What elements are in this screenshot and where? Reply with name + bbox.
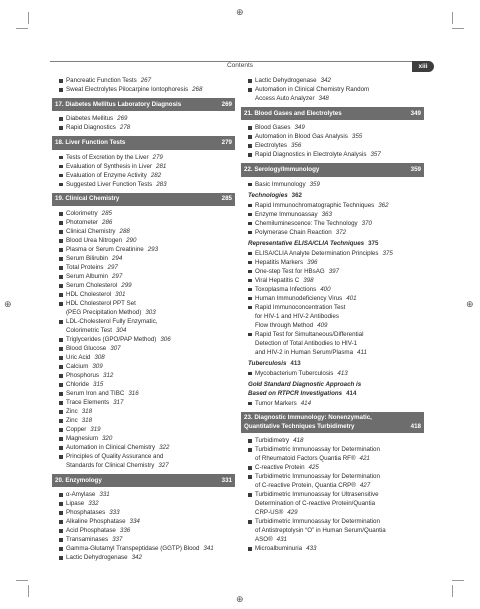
toc-entry	[52, 371, 235, 380]
entry-page: 315	[93, 381, 104, 389]
entry-label: Hepatitis Markers	[255, 258, 304, 266]
entry-page: 309	[92, 363, 103, 371]
entry-page: 268	[192, 86, 203, 93]
entry-page: 312	[103, 372, 114, 380]
toc-entry	[52, 353, 235, 362]
entry-label: Enzyme Immunoassay	[255, 210, 318, 218]
entry-label: Total Proteins	[66, 264, 104, 272]
subheading-page: 414	[346, 389, 357, 397]
entry-label: Lactic Dehydrogenase	[255, 77, 317, 84]
entry-label: LDL-Cholesterol Fully Enzymatic,	[66, 318, 158, 326]
toc-entry	[52, 254, 235, 263]
entry-label: Lipase	[66, 500, 85, 508]
entry-label-continued: of Antistreptolysin “O” in Human Serum/Quantia	[255, 527, 386, 535]
entry-page: 409	[317, 321, 328, 329]
toc-entry	[241, 85, 424, 103]
entry-label: Serum Iron and TIBC	[66, 390, 125, 398]
entry-label: Rapid Immunochromatographic Techniques	[255, 201, 375, 209]
toc-entry	[52, 535, 235, 544]
section-page: 349	[410, 109, 421, 117]
entry-label: Mycobacterium Tuberculosis	[255, 369, 334, 377]
entry-label: Lactic Dehydrogenase	[66, 554, 128, 562]
section-page: 418	[410, 422, 421, 430]
toc-entry	[241, 294, 424, 303]
toc-section	[52, 98, 235, 132]
entry-label: Copper	[66, 426, 87, 434]
entry-label: Turbidimetric Immunoassay for Determination	[255, 473, 380, 481]
toc-entry	[241, 285, 424, 294]
entry-page: 342	[131, 554, 142, 562]
crop-mark	[452, 28, 464, 29]
registration-mark-icon: ⊕	[236, 7, 244, 17]
left-sections	[52, 98, 235, 562]
entry-page: 269	[117, 115, 128, 123]
toc-entry	[52, 544, 235, 553]
section-items	[241, 436, 424, 553]
section-title: 18. Liver Function Tests	[55, 138, 126, 146]
toc-entry	[241, 141, 424, 150]
entry-label: Turbidimetric Immunoassay for Determination	[255, 446, 380, 454]
entry-label: One-step Test for HBsAG	[255, 267, 325, 275]
toc-entry	[52, 85, 235, 94]
section-heading	[241, 163, 424, 176]
toc-entry	[52, 123, 235, 132]
toc-entry	[52, 317, 235, 335]
toc-entry	[241, 201, 424, 210]
left-column	[52, 76, 235, 562]
entry-label: Automation in Clinical Chemistry	[66, 444, 156, 452]
entry-label: Viral Hepatitis C	[255, 276, 300, 284]
toc-entry	[241, 150, 424, 159]
entry-page: 319	[90, 426, 101, 434]
page-number-tab: xiii	[412, 61, 434, 72]
entry-label: Triglycerides (GPO/PAP Method)	[66, 336, 157, 344]
entry-label: Diabetes Mellitus	[66, 115, 114, 123]
entry-label: α-Amylase	[66, 491, 96, 499]
entry-label: Transaminases	[66, 536, 109, 544]
entry-page: 413	[337, 369, 348, 377]
toc-entry	[241, 490, 424, 517]
toc-entry	[52, 236, 235, 245]
entry-label: Turbidimetric Immunoassay for Ultrasensitive	[255, 491, 379, 499]
entry-label: Tests of Excretion by the Liver	[66, 153, 149, 161]
left-top-items	[52, 76, 235, 94]
entry-label-continued: Determination of C-reactive Protein/Quantia	[255, 500, 376, 508]
entry-label: Acid Phosphatase	[66, 527, 116, 535]
entry-label: Zinc	[66, 408, 78, 416]
entry-label: C-reactive Protein	[255, 464, 305, 472]
entry-page: 290	[126, 237, 137, 245]
entry-label: HDL Cholesterol PPT Set	[66, 300, 136, 308]
entry-page: 304	[115, 327, 127, 335]
entry-page: 333	[109, 509, 120, 517]
running-header: Contents	[226, 62, 254, 69]
entry-label: Zinc	[66, 417, 78, 425]
entry-page: 306	[160, 336, 171, 344]
entry-page: 334	[129, 518, 140, 526]
subheading-gold-standard	[248, 380, 424, 398]
entry-page: 372	[335, 228, 347, 236]
toc-entry	[52, 389, 235, 398]
entry-page: 320	[101, 435, 113, 443]
toc-entry	[241, 228, 424, 237]
crop-mark	[452, 585, 453, 597]
entry-label: Toxoplasma Infections	[255, 285, 317, 293]
toc-entry	[52, 362, 235, 371]
registration-mark-icon: ⊕	[236, 594, 244, 604]
toc-entry	[241, 436, 424, 445]
registration-mark-icon: ⊕	[466, 299, 474, 309]
entry-page: 337	[112, 536, 123, 544]
toc-entry	[52, 299, 235, 317]
toc-entry	[241, 544, 424, 553]
entry-label: Suggested Liver Function Tests	[66, 180, 153, 188]
section-page: 269	[221, 100, 232, 108]
entry-page: 331	[99, 491, 110, 499]
entry-page: 359	[309, 180, 320, 188]
toc-section	[52, 136, 235, 188]
section-21	[241, 107, 424, 159]
entry-label: Phosphorus	[66, 372, 100, 380]
toc-entry	[52, 263, 235, 272]
toc-entry	[241, 267, 424, 276]
section-items	[241, 201, 424, 237]
toc-entry	[241, 472, 424, 490]
entry-label: Rapid Immunoconcentration Test	[255, 303, 346, 311]
entry-page: 286	[102, 219, 113, 227]
crop-mark	[28, 12, 29, 24]
subheading-label: Tuberculosis	[248, 359, 287, 367]
section-page: 331	[221, 476, 232, 484]
entry-label: Blood Gases	[255, 124, 291, 132]
entry-page: 317	[113, 399, 124, 407]
entry-page: 355	[351, 133, 363, 141]
toc-entry	[241, 123, 424, 132]
entry-label: Clinical Chemistry	[66, 228, 116, 236]
entry-label: Automation in Blood Gas Analysis	[255, 133, 348, 141]
entry-label-continued: CRP-US®	[255, 509, 284, 517]
toc-entry	[52, 416, 235, 425]
entry-label: Serum Bilirubin	[66, 255, 108, 263]
section-heading	[52, 193, 235, 206]
entry-label-continued: Standards for Clinical Chemistry	[66, 462, 155, 470]
entry-label: Calcium	[66, 363, 89, 371]
entry-page: 362	[378, 201, 389, 209]
subheading-representative	[248, 239, 424, 248]
toc-entry	[52, 407, 235, 416]
entry-label: Phosphatases	[66, 509, 106, 517]
entry-label-continued: Flow through Method	[255, 321, 314, 329]
entry-page: 297	[111, 273, 123, 281]
toc-entry	[241, 330, 424, 357]
toc-entry	[52, 153, 235, 162]
entry-label: Plasma or Serum Creatinine	[66, 246, 144, 254]
entry-label-continued: Detection of Total Antibodies to HIV-1	[255, 339, 358, 347]
section-items	[52, 490, 235, 562]
toc-entry	[241, 463, 424, 472]
entry-label-continued: ASO®	[255, 536, 273, 544]
entry-label: Magnesium	[66, 435, 98, 443]
entry-label: Blood Urea Nitrogen	[66, 237, 123, 245]
entry-page: 356	[290, 142, 302, 150]
toc-entry	[52, 171, 235, 180]
entry-label: Sweat Electrolytes Pilocarpine Iontophoresis	[66, 86, 189, 93]
entry-label: Evaluation of Enzyme Activity	[66, 171, 147, 179]
section-title: 22. Serology/Immunology	[244, 165, 320, 173]
section-title-line2: Quantitative Techniques Turbidimetry	[244, 422, 355, 430]
section-title: 21. Blood Gases and Electrolytes	[244, 109, 342, 117]
subheading-page: 362	[291, 191, 302, 199]
toc-entry	[241, 303, 424, 330]
crop-mark	[16, 28, 28, 29]
toc-section	[52, 474, 235, 562]
entry-page: 318	[81, 408, 93, 416]
entry-label-continued: for HIV-1 and HIV-2 Antibodies	[255, 312, 339, 320]
entry-page: 398	[303, 276, 314, 284]
entry-label: Automation in Clinical Chemistry Random	[255, 86, 370, 93]
entry-label: Pancreatic Function Tests	[66, 77, 137, 84]
entry-label: Evaluation of Synthesis in Liver	[66, 162, 152, 170]
entry-label: Blood Glucose	[66, 345, 107, 353]
entry-page: 401	[346, 294, 357, 302]
toc-section	[52, 193, 235, 470]
entry-page: 301	[115, 291, 126, 299]
section-items	[241, 369, 424, 378]
section-title: 17. Diabetes Mellitus Laboratory Diagnosis	[55, 100, 182, 108]
toc-entry	[241, 258, 424, 267]
section-page: 285	[221, 195, 232, 203]
toc-entry	[52, 526, 235, 535]
entry-page: 433	[306, 545, 317, 553]
toc-entry	[241, 249, 424, 258]
entry-page: 288	[119, 228, 130, 236]
entry-page: 411	[357, 348, 367, 356]
entry-label: Basic Immunology	[255, 180, 306, 188]
toc-entry	[52, 517, 235, 526]
entry-page: 283	[156, 180, 167, 188]
toc-entry	[52, 380, 235, 389]
toc-entry	[52, 425, 235, 434]
entry-label: Colorimetry	[66, 210, 98, 218]
toc-entry	[52, 434, 235, 443]
toc-entry	[52, 508, 235, 517]
entry-page: 425	[308, 464, 319, 472]
entry-page: 397	[328, 267, 340, 275]
toc-entry	[52, 499, 235, 508]
entry-page: 427	[359, 482, 371, 490]
entry-page: 341	[203, 545, 214, 553]
section-items	[52, 114, 235, 132]
entry-label: Principles of Quality Assurance and	[66, 453, 164, 461]
entry-page: 342	[320, 77, 331, 84]
toc-entry	[52, 272, 235, 281]
toc-entry	[52, 398, 235, 407]
entry-page: 357	[370, 151, 381, 159]
crop-mark	[452, 580, 464, 581]
toc-entry	[241, 180, 424, 189]
toc-entry	[241, 219, 424, 228]
section-items	[52, 153, 235, 189]
subheading-label: Gold Standard Diagnostic Approach is	[248, 380, 362, 388]
section-heading	[52, 136, 235, 149]
toc-entry	[52, 553, 235, 562]
section-23	[241, 412, 424, 554]
entry-label-continued: Colorimetric Test	[66, 327, 112, 335]
toc-entry	[241, 132, 424, 141]
subheading-page: 375	[368, 239, 379, 247]
crop-mark	[16, 580, 28, 581]
entry-label-continued: Access Auto Analyzer	[255, 95, 315, 102]
entry-label: Trace Elements	[66, 399, 110, 407]
subheading-tuberculosis	[248, 359, 424, 368]
entry-label: Turbidimetric Immunoassay for Determination	[255, 518, 380, 526]
entry-page: 267	[140, 77, 152, 84]
entry-page: 293	[147, 246, 159, 254]
toc-entry	[52, 162, 235, 171]
entry-label: Gamma-Glutamyl Transpeptidase (GGTP) Blood	[66, 545, 200, 553]
section-title-line1: 23. Diagnostic Immunology: Nonenzymatic,	[244, 414, 372, 422]
toc-entry	[52, 344, 235, 353]
entry-label-continued: (PEG Precipitation Method)	[66, 309, 142, 317]
entry-label: Uric Acid	[66, 354, 91, 362]
entry-label: Electrolytes	[255, 142, 287, 150]
entry-page: 414	[300, 399, 312, 407]
toc-entry	[52, 290, 235, 299]
entry-page: 396	[307, 258, 318, 266]
entry-page: 431	[276, 536, 287, 544]
entry-page: 308	[94, 354, 105, 362]
entry-page: 375	[382, 249, 393, 257]
entry-page: 307	[110, 345, 121, 353]
section-title: 19. Clinical Chemistry	[55, 195, 120, 203]
right-top-items	[241, 76, 424, 103]
entry-label-continued: of C-reactive Protein, Quantia CRP®	[255, 482, 356, 490]
entry-page: 349	[294, 124, 305, 132]
entry-page: 299	[121, 282, 132, 290]
subheading-technologies	[248, 191, 424, 200]
entry-page: 297	[107, 264, 118, 272]
entry-label: Microalbuminuria	[255, 545, 303, 553]
entry-page: 303	[145, 309, 156, 317]
toc-entry	[241, 369, 424, 378]
section-heading	[241, 107, 424, 120]
entry-page: 278	[119, 124, 131, 132]
entry-label: Photometer	[66, 219, 98, 227]
entry-page: 370	[361, 219, 372, 227]
entry-label: Polymerase Chain Reaction	[255, 228, 332, 236]
section-page: 359	[410, 165, 421, 173]
section-page: 279	[221, 138, 232, 146]
entry-page: 336	[119, 527, 131, 535]
crop-mark	[28, 585, 29, 597]
toc-entry	[52, 245, 235, 254]
entry-label: ELISA/CLIA Analyte Determination Principles	[255, 249, 379, 257]
section-title: 20. Enzymology	[55, 476, 102, 484]
toc-entry	[241, 399, 424, 408]
entry-label: Human Immunodeficiency Virus	[255, 294, 343, 302]
section-heading	[241, 412, 424, 434]
toc-entry	[52, 227, 235, 236]
section-items	[241, 180, 424, 189]
entry-label: Tumor Markers	[255, 399, 297, 407]
toc-entry	[52, 76, 235, 85]
entry-page: 332	[88, 500, 99, 508]
toc-entry	[241, 76, 424, 85]
toc-entry	[52, 209, 235, 218]
entry-label: Alkaline Phosphatase	[66, 518, 126, 526]
section-items	[241, 123, 424, 159]
crop-mark	[452, 12, 453, 24]
entry-label: Rapid Diagnostics	[66, 124, 116, 132]
toc-entry	[241, 276, 424, 285]
entry-label: Serum Cholesterol	[66, 282, 118, 290]
toc-entry	[52, 281, 235, 290]
entry-page: 363	[321, 210, 332, 218]
entry-label: Turbidimetry	[255, 437, 290, 445]
entry-page: 429	[287, 509, 298, 517]
entry-page: 400	[320, 285, 331, 293]
toc-entry	[52, 335, 235, 344]
toc-entry	[52, 452, 235, 470]
toc-entry	[52, 114, 235, 123]
entry-page: 281	[156, 162, 167, 170]
entry-label: Rapid Diagnostics in Electrolyte Analysis	[255, 151, 367, 159]
entry-page: 318	[81, 417, 93, 425]
entry-page: 348	[318, 95, 329, 102]
entry-label: Chemiluminescence: The Technology	[255, 219, 358, 227]
entry-page: 316	[128, 390, 139, 398]
toc-entry	[52, 218, 235, 227]
toc-entry	[52, 443, 235, 452]
toc-entry	[241, 445, 424, 463]
entry-page: 279	[152, 153, 163, 161]
toc-entry	[241, 210, 424, 219]
entry-label-continued: and HIV-2 in Human Serum/Plasma	[255, 348, 354, 356]
subheading-label-line2: Based on RTPCR Investigations	[248, 389, 343, 397]
section-22	[241, 163, 424, 407]
section-items	[241, 249, 424, 357]
subheading-label: Representative ELISA/CLIA Techniques	[248, 239, 365, 247]
entry-page: 282	[150, 171, 162, 179]
toc-entry	[52, 180, 235, 189]
subheading-page: 413	[290, 359, 301, 367]
entry-page: 421	[359, 455, 370, 463]
subheading-label: Technologies	[248, 191, 288, 199]
section-items	[241, 399, 424, 408]
entry-label: HDL Cholesterol	[66, 291, 112, 299]
section-title	[244, 414, 411, 431]
toc-entry	[241, 517, 424, 544]
entry-page: 322	[159, 444, 170, 452]
registration-mark-icon: ⊕	[4, 299, 12, 309]
section-items	[52, 209, 235, 470]
entry-page: 327	[158, 462, 169, 470]
section-heading	[52, 474, 235, 487]
entry-page: 418	[293, 437, 304, 445]
entry-label: Rapid Test for Simultaneous/Differential	[255, 330, 364, 338]
toc-entry	[52, 490, 235, 499]
entry-label-continued: of Rheumatoid Factors Quantia RF®	[255, 455, 356, 463]
right-column	[241, 76, 424, 553]
section-heading	[52, 98, 235, 111]
entry-page: 294	[111, 255, 123, 263]
entry-label: Chloride	[66, 381, 90, 389]
entry-label: Serum Albumin	[66, 273, 108, 281]
entry-page: 285	[101, 210, 112, 218]
